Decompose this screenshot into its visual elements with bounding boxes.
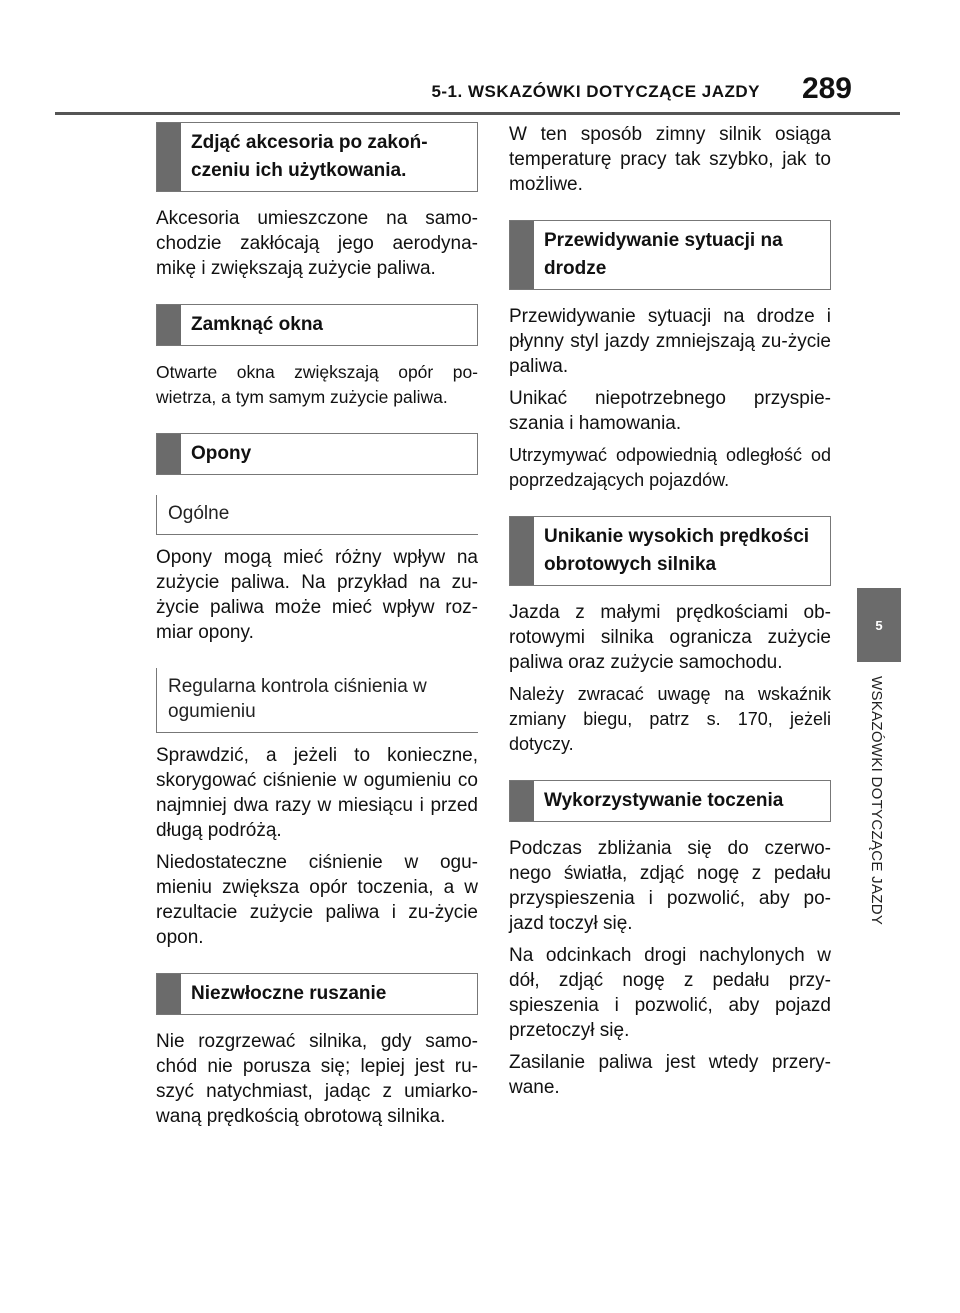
paragraph: Akcesoria umieszczone na samo-chodzie zakłócają jego aerodyna-mikę i zwiększają zużycie paliwa. [156,208,478,279]
paragraph: Na odcinkach drogi nachylonych w dół, zdjąć nogę z pedału przy-spieszenia i pozwolić, aby pojazd przetoczył się. [509,945,831,1041]
section-heading [509,220,831,290]
paragraph: Utrzymywać odpowiednią odległość od poprzedzających pojazdów. [509,445,831,490]
paragraph: Należy zwracać uwagę na wskaźnik zmiany biegu, patrz s. 170, jeżeli dotyczy. [509,684,831,754]
header-title: 5-1. WSKAZÓWKI DOTYCZĄCE JAZDY [431,82,760,101]
header-rule [55,112,900,115]
section-bar [510,781,534,821]
section-heading-text: Zdjąć akcesoria po zakoń-czeniu ich użytkowania. [191,132,428,181]
page-number: 289 [801,72,852,105]
section-bar [157,305,181,345]
paragraph: Nie rozgrzewać silnika, gdy samo-chód nie porusza się; lepiej jest ru-szyć natychmiast, jadąc z umiarko-waną prędkością obrotową silnika. [156,1031,478,1127]
section-heading [509,516,831,586]
paragraph: W ten sposób zimny silnik osiąga temperaturę pracy tak szybko, jak to możliwe. [509,124,831,195]
paragraph: Zasilanie paliwa jest wtedy przery-wane. [509,1052,831,1098]
chapter-tab-number: 5 [857,588,901,662]
paragraph: Jazda z małymi prędkościami ob-rotowymi silnika ogranicza zużycie paliwa oraz zużycie samochodu. [509,602,831,673]
section-bar [157,974,181,1014]
section-bar [510,221,534,289]
paragraph: Sprawdzić, a jeżeli to konieczne, skorygować ciśnienie w ogumieniu co najmniej dwa razy w miesiącu i przed długą podróżą. [156,745,478,841]
section-heading-text: Przewidywanie sytuacji na drodze [544,230,783,279]
section-heading [156,433,478,475]
section-heading-text: Zamknąć okna [191,314,323,335]
section-bar [510,517,534,585]
right-column [509,122,831,1107]
section-heading-text: Opony [191,443,252,464]
section-bar [157,434,181,474]
subheading: Ogólne [156,495,478,535]
section-heading [509,780,831,822]
subheading: Regularna kontrola ciśnienia w ogumieniu [156,668,478,733]
chapter-tab-label: WSKAZÓWKI DOTYCZĄCE JAZDY [868,676,885,926]
section-heading-text: Unikanie wysokich prędkości obrotowych silnika [544,526,810,575]
section-heading [156,304,478,346]
paragraph: Niedostateczne ciśnienie w ogu-mieniu zwiększa opór toczenia, a w rezultacie zużycie paliwa i zu-życie opon. [156,852,478,948]
section-heading-text: Wykorzystywanie toczenia [544,790,784,811]
left-column [156,122,478,1136]
section-heading-text: Niezwłoczne ruszanie [191,983,387,1004]
section-heading [156,122,478,192]
paragraph: Unikać niepotrzebnego przyspie-szania i hamowania. [509,388,831,434]
paragraph: Otwarte okna zwiększają opór po-wietrza, a tym samym zużycie paliwa. [156,362,478,407]
section-heading [156,973,478,1015]
paragraph: Podczas zbliżania się do czerwo-nego światła, zdjąć nogę z pedału przyspieszenia i pozwolić, aby po-jazd toczył się. [509,838,831,934]
paragraph: Opony mogą mieć różny wpływ na zużycie paliwa. Na przykład na zu-życie paliwa może mieć wpływ roz-miar opony. [156,547,478,643]
section-bar [157,123,181,191]
paragraph: Przewidywanie sytuacji na drodze i płynny styl jazdy zmniejszają zu-życie paliwa. [509,306,831,377]
